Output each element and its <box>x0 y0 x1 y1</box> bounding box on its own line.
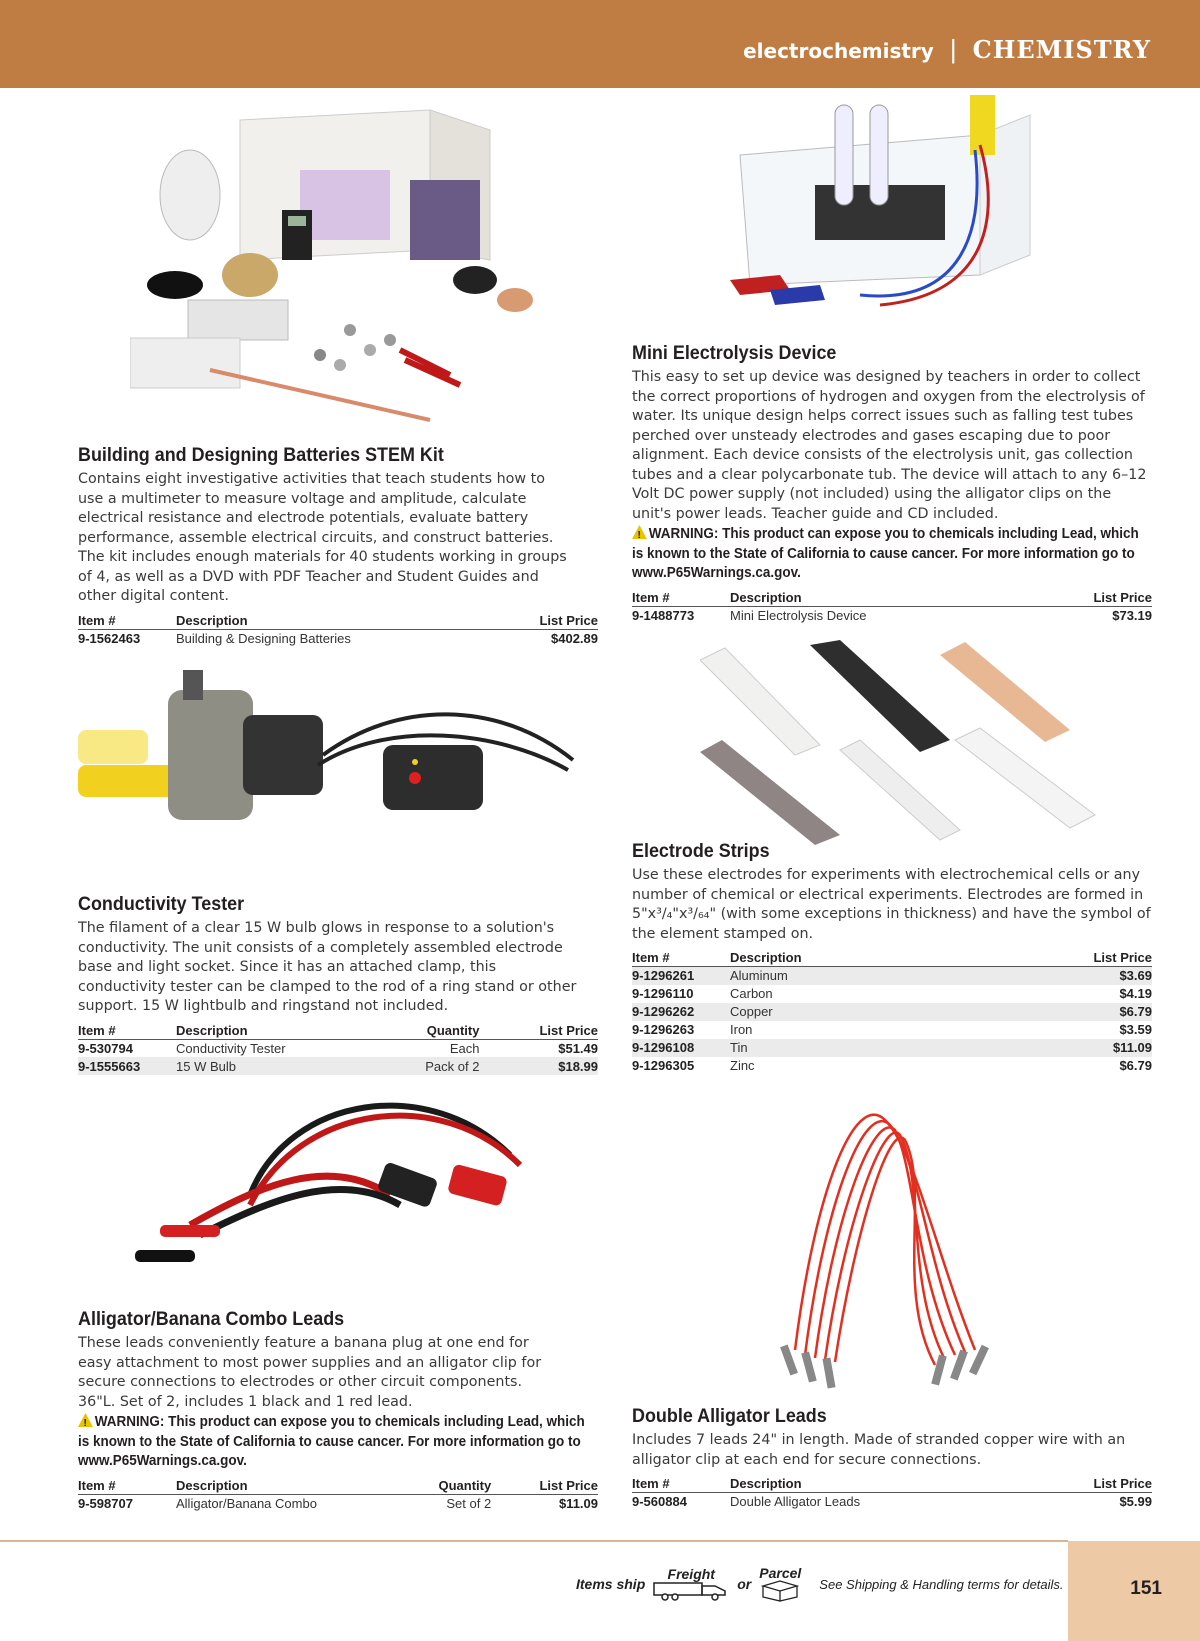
item-price: $73.19 <box>1112 607 1152 623</box>
item-description: Tin <box>730 1039 962 1057</box>
table-row <box>632 985 1152 1003</box>
conductivity-tester-image <box>78 670 578 850</box>
product-conductivity-tester <box>78 893 598 1075</box>
item-quantity: Set of 2 <box>446 1495 492 1511</box>
warning-icon <box>632 525 647 539</box>
column-header-quantity: Quantity <box>372 1022 494 1040</box>
item-price: $6.79 <box>1119 1058 1152 1073</box>
column-header-price: List Price <box>1025 589 1152 607</box>
product-title: Electrode Strips <box>632 840 770 862</box>
item-number: 9-598707 <box>78 1495 133 1511</box>
item-description: Zinc <box>730 1058 755 1073</box>
price-table <box>78 1477 598 1513</box>
column-header-item: Item # <box>632 1475 730 1493</box>
or-label: or <box>737 1576 752 1592</box>
product-description: Includes 7 leads 24" in length. Made of stranded copper wire with an alligator clip at each end for secure connections. <box>632 1432 1126 1468</box>
parcel-label: Parcel <box>759 1565 802 1581</box>
product-title: Building and Designing Batteries STEM Kit <box>78 444 444 466</box>
item-description: Double Alligator Leads <box>730 1494 861 1510</box>
product-description: This easy to set up device was designed by teachers in order to collect the correct proportions of hydrogen and oxygen from the electrolysis of water. Its unique design helps correct issues such as falling test tubes perched over unsteady electrodes and gases escaping due to poor alignment. Each device consists of the electrolysis unit, gas collection tubes and a clear polycarbonate tub. The device will attach to any 6–12 Volt DC power supply (not included) using the alligator clips on the unit's power leads. Teacher guide and CD included. <box>632 369 1147 522</box>
freight-label: Freight <box>667 1566 715 1582</box>
column-header-quantity: Quantity <box>399 1477 505 1495</box>
warning-text: WARNING: This product can expose you to chemicals including Lead, which is known to the State of California to cause cancer. For more information go to www.P65Warnings.ca.gov. <box>632 526 1139 581</box>
table-row <box>78 1057 598 1075</box>
product-title: Mini Electrolysis Device <box>632 342 837 364</box>
product-description: These leads conveniently feature a banana plug at one end for easy attachment to most power supplies and an alligator clip for secure connections to electrodes or other circuit components. 36"L. Set of 2, includes 1 black and 1 red lead. <box>78 1335 542 1410</box>
product-electrode-strips <box>632 840 1152 1075</box>
table-row <box>632 967 1152 985</box>
column-header-price: List Price <box>492 612 598 630</box>
column-header-description: Description <box>176 612 492 630</box>
item-description: Building & Designing Batteries <box>176 630 351 646</box>
batteries-kit-image <box>130 100 570 430</box>
shipping-terms: See Shipping & Handling terms for details. <box>819 1576 1064 1592</box>
item-quantity: Pack of 2 <box>372 1057 494 1075</box>
item-number: 9-1296263 <box>632 1022 695 1037</box>
item-description: Mini Electrolysis Device <box>730 607 867 623</box>
column-header-description: Description <box>730 1475 1021 1493</box>
parcel-box-icon <box>759 1566 801 1602</box>
price-table <box>78 612 598 648</box>
item-description: Carbon <box>730 986 773 1001</box>
items-ship-label: Items ship <box>576 1576 646 1592</box>
column-header-description: Description <box>176 1022 372 1040</box>
product-title: Alligator/Banana Combo Leads <box>78 1308 345 1330</box>
column-header-item: Item # <box>78 1477 176 1495</box>
product-description: Use these electrodes for experiments with electrochemical cells or any number of chemical or electrical experiments. Electrodes are formed in 5"x³/₄"x³/₆₄" (with some exceptions in thickness) and have the symbol of the element stamped on. <box>632 867 1151 942</box>
section-header <box>743 34 1151 65</box>
column-header-description: Description <box>730 589 1025 607</box>
product-title: Conductivity Tester <box>78 893 245 915</box>
item-description: 15 W Bulb <box>176 1057 372 1075</box>
p65-warning <box>78 1413 599 1472</box>
item-quantity: Each <box>449 1040 480 1056</box>
item-description: Conductivity Tester <box>176 1040 286 1056</box>
warning-text: WARNING: This product can expose you to chemicals including Lead, which is known to the State of California to cause cancer. For more information go to www.P65Warnings.ca.gov. <box>78 1414 585 1469</box>
item-number: 9-1296261 <box>632 967 730 985</box>
item-price: $4.19 <box>1119 986 1152 1001</box>
price-table <box>632 1475 1152 1511</box>
section-subtitle: electrochemistry <box>743 39 934 63</box>
column-header-item: Item # <box>632 589 730 607</box>
freight-truck-icon <box>653 1567 729 1601</box>
product-batteries-kit <box>78 444 598 647</box>
table-row <box>78 1494 598 1512</box>
item-number: 9-560884 <box>632 1494 687 1510</box>
p65-warning <box>632 525 1153 584</box>
combo-leads-image <box>130 1085 550 1285</box>
column-header-price: List Price <box>1021 1475 1152 1493</box>
item-number: 9-1296108 <box>632 1039 730 1057</box>
price-table <box>632 589 1152 625</box>
table-row <box>632 606 1152 624</box>
section-title: CHEMISTRY <box>972 35 1151 64</box>
price-table <box>78 1022 598 1076</box>
header-separator: | <box>949 34 957 64</box>
electrode-strips-image <box>700 640 1100 850</box>
column-header-description: Description <box>176 1477 399 1495</box>
item-price: $11.09 <box>962 1039 1152 1057</box>
item-number: 9-1488773 <box>632 607 695 623</box>
item-price: $51.49 <box>558 1040 598 1056</box>
table-row <box>632 1057 1152 1075</box>
table-row <box>78 629 598 647</box>
table-row <box>632 1039 1152 1057</box>
product-double-alligator-leads <box>632 1405 1152 1511</box>
item-number: 9-530794 <box>78 1040 133 1056</box>
column-header-price: List Price <box>505 1477 598 1495</box>
item-price: $6.79 <box>962 1003 1152 1021</box>
column-header-item: Item # <box>78 1022 176 1040</box>
page-number: 151 <box>1130 1578 1162 1599</box>
table-row <box>632 1021 1152 1039</box>
item-number: 9-1296305 <box>632 1058 695 1073</box>
table-row <box>632 1003 1152 1021</box>
product-combo-leads <box>78 1308 598 1512</box>
column-header-price: List Price <box>493 1022 598 1040</box>
item-number: 9-1296110 <box>632 986 694 1001</box>
column-header-description: Description <box>730 949 962 967</box>
item-description: Alligator/Banana Combo <box>176 1495 317 1511</box>
product-description: The filament of a clear 15 W bulb glows in response to a solution's conductivity. The unit consists of a completely assembled electrode base and light socket. Since it has an attached clamp, this conductivity tester can be clamped to the rod of a ring stand or other support. 15 W lightbulb and ringstand not included. <box>78 920 577 1014</box>
double-alligator-leads-image <box>775 1090 1015 1400</box>
item-price: $5.99 <box>1119 1494 1152 1510</box>
item-description: Aluminum <box>730 967 962 985</box>
item-description: Copper <box>730 1003 962 1021</box>
footer-rule <box>0 1540 1068 1542</box>
column-header-item: Item # <box>632 949 730 967</box>
table-row <box>78 1039 598 1057</box>
product-title: Double Alligator Leads <box>632 1405 827 1427</box>
price-table <box>632 949 1152 1075</box>
item-price: $3.59 <box>1119 1022 1152 1037</box>
warning-icon <box>78 1413 93 1427</box>
product-electrolysis-device <box>632 342 1152 624</box>
shipping-info <box>576 1566 1064 1602</box>
column-header-item: Item # <box>78 612 176 630</box>
electrolysis-device-image <box>730 95 1060 335</box>
item-price: $402.89 <box>551 630 598 646</box>
item-number: 9-1296262 <box>632 1003 730 1021</box>
item-number: 9-1555663 <box>78 1057 176 1075</box>
item-price: $3.69 <box>962 967 1152 985</box>
column-header-price: List Price <box>962 949 1152 967</box>
table-row <box>632 1493 1152 1511</box>
product-description: Contains eight investigative activities that teach students how to use a multimeter to measure voltage and amplitude, calculate electrical resistance and electrode potentials, evaluate battery performance, assemble electrical circuits, and construct batteries. The kit includes enough materials for 40 students working in groups of 4, as well as a DVD with PDF Teacher and Student Guides and other digital content. <box>78 471 567 604</box>
item-description: Iron <box>730 1022 753 1037</box>
item-price: $11.09 <box>558 1495 598 1511</box>
item-price: $18.99 <box>493 1057 598 1075</box>
item-number: 9-1562463 <box>78 630 141 646</box>
